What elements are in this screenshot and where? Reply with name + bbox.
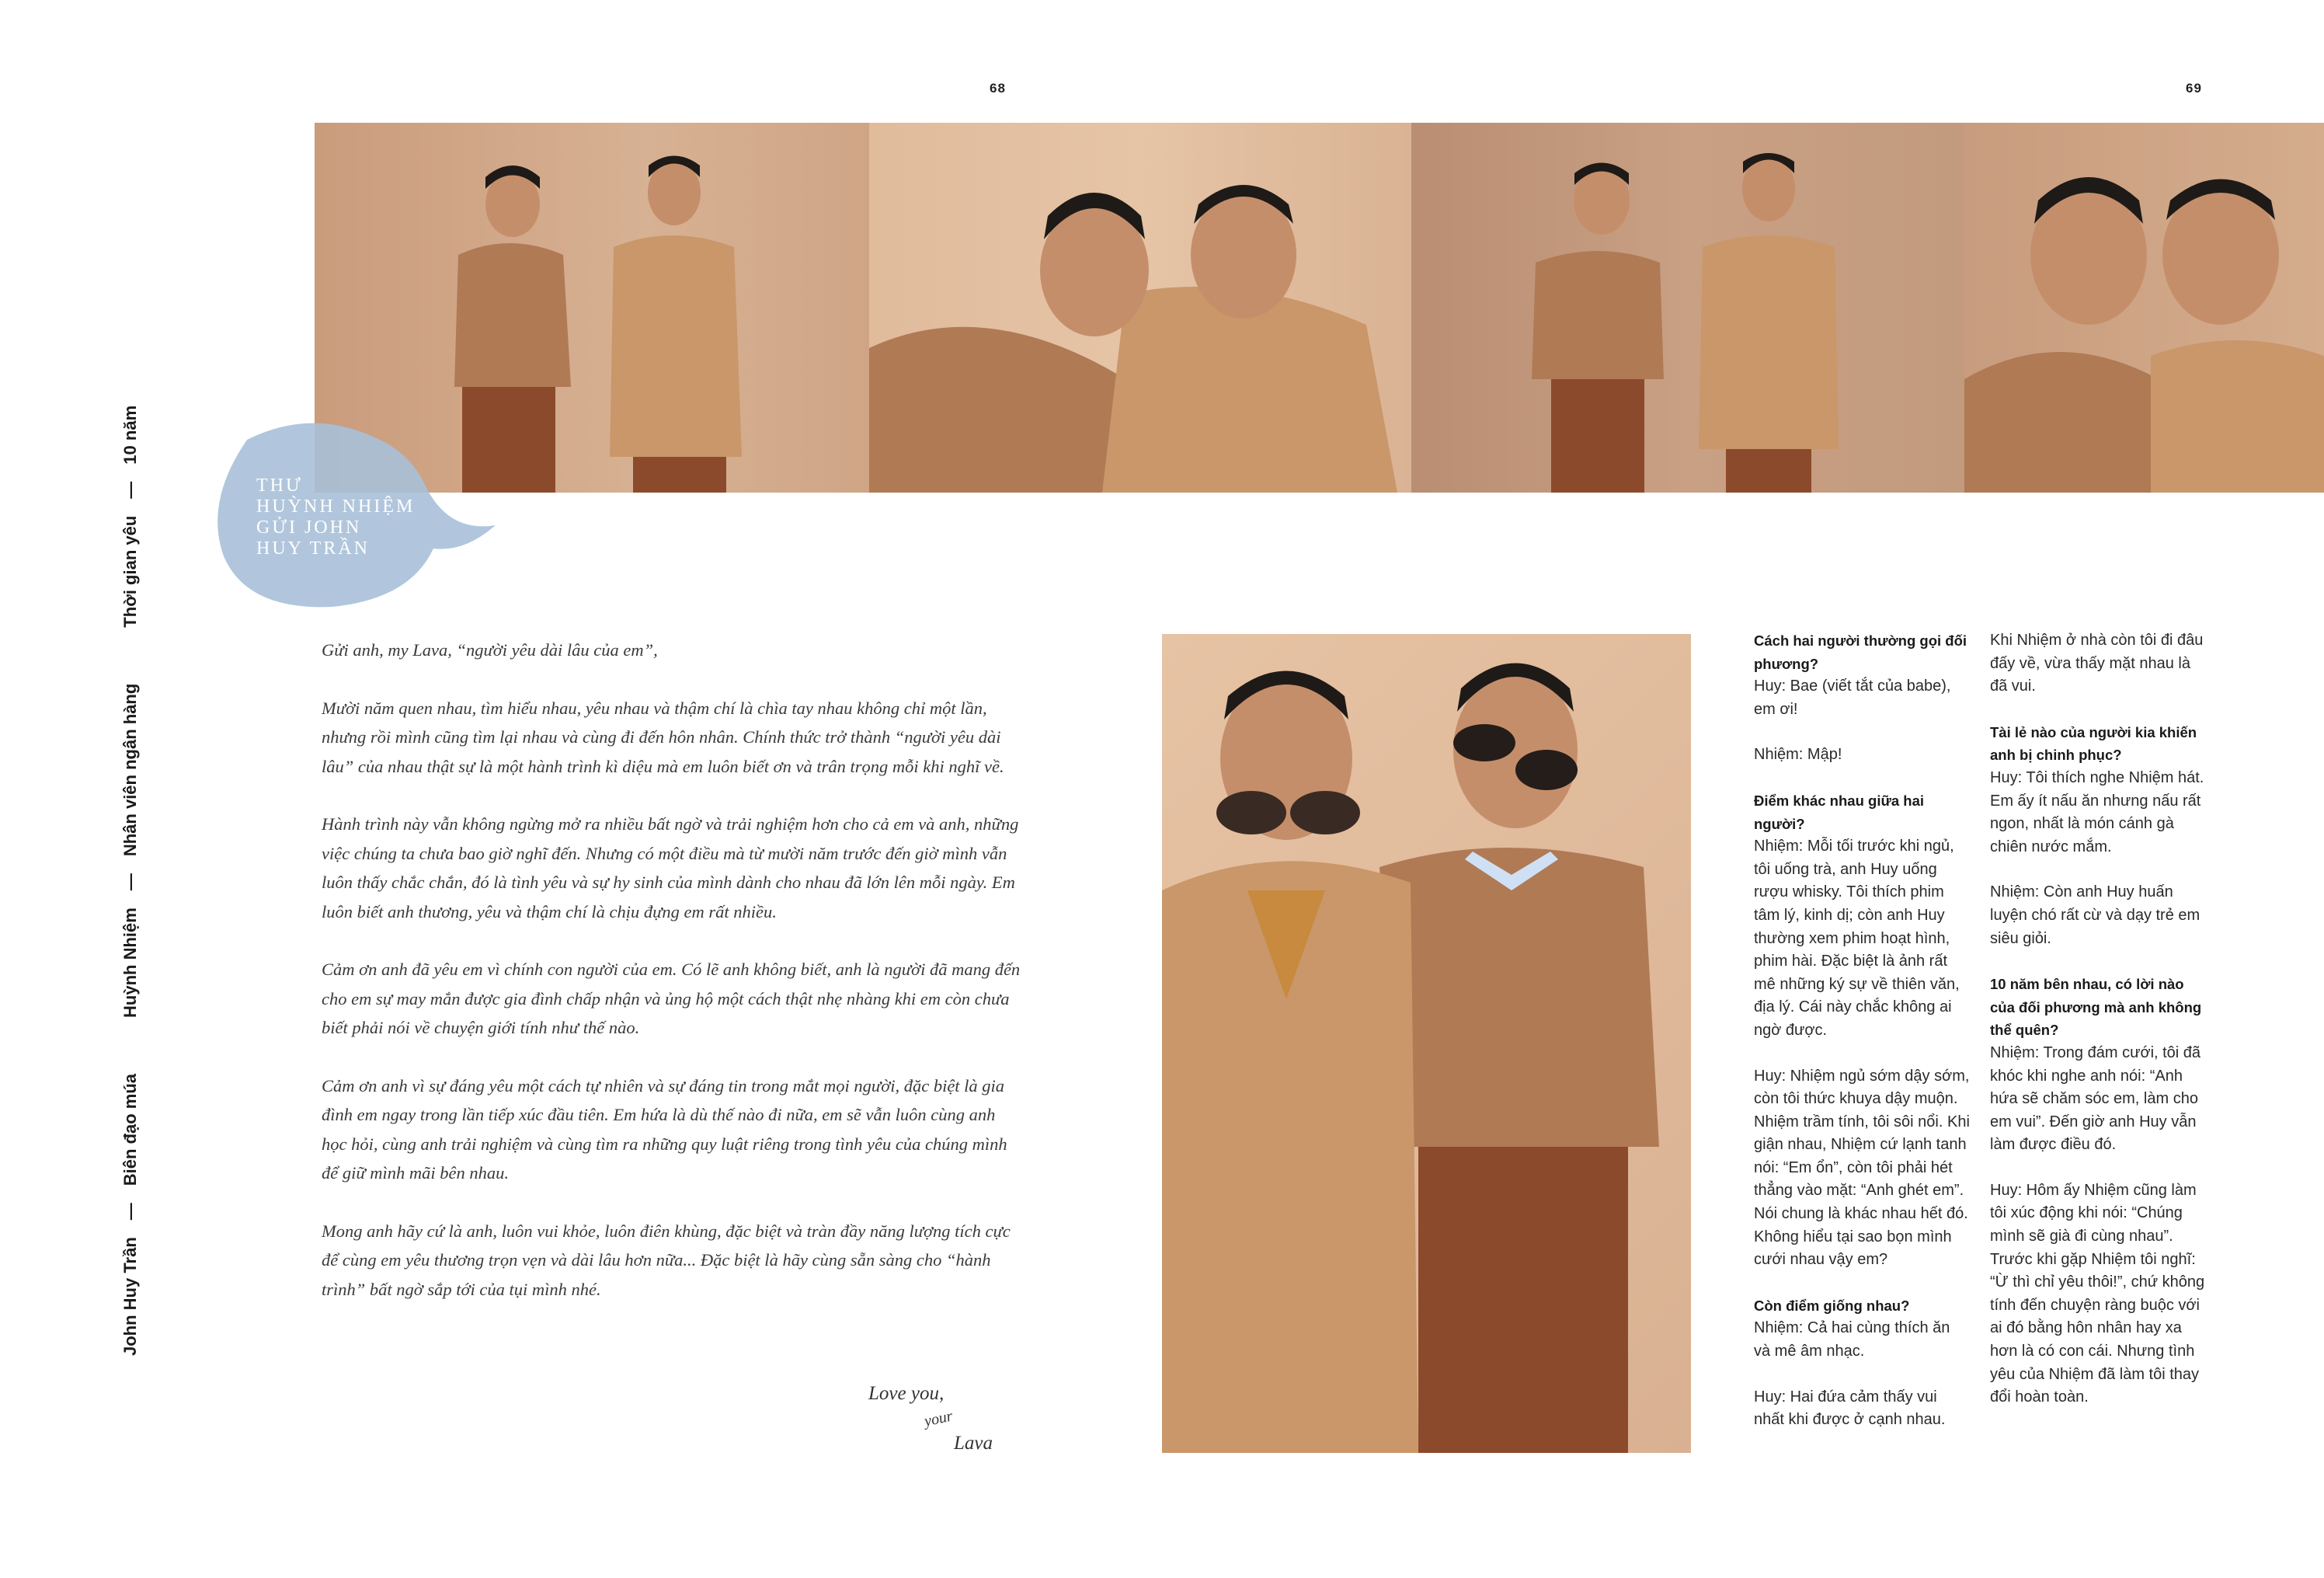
- spine-dash: —: [120, 481, 140, 499]
- title-line: HUY TRẦN: [256, 538, 371, 559]
- qa-block: [1754, 1386, 1970, 1432]
- answer: Khi Nhiệm ở nhà còn tôi đi đâu đấy về, vừa thấy mặt nhau là đã vui.: [1990, 632, 2204, 695]
- qa-block: [1754, 789, 1970, 1043]
- question: 10 năm bên nhau, có lời nào của đối phương mà anh không thể quên?: [1990, 976, 2202, 1039]
- qa-block: [1754, 1294, 1970, 1364]
- spine-love-label: Thời gian yêu: [120, 515, 140, 628]
- letter-paragraph: Mười năm quen nhau, tìm hiểu nhau, yêu nhau và thậm chí là chìa tay nhau không chỉ một lần, nhưng rồi mình cũng tìm lại nhau và cùng đi đến hôn nhân. Chính thức trở thành “người yêu dài lâu” của nhau thật sự là một hành trình kì diệu mà em luôn biết ơn và trân trọng mỗi khi nghĩ về.: [322, 698, 1004, 776]
- question: Tài lẻ nào của người kia khiến anh bị chinh phục?: [1990, 723, 2197, 764]
- qa-block: [1990, 721, 2206, 859]
- spine-dash: —: [120, 873, 140, 891]
- signoff-love: Love you,: [868, 1383, 945, 1404]
- qa-block: [1990, 881, 2206, 950]
- photo-couple-shrugging: [1411, 123, 1964, 493]
- answer: Huy: Nhiệm ngủ sớm dậy sớm, còn tôi thức khuya dậy muộn. Nhiệm trầm tính, tôi sôi nổi. Khi giận nhau, Nhiệm cứ lạnh tanh nói: “Em ổn”, còn tôi phải hét thẳng vào mặt: “Anh ghét em”. Nói chung là khác nhau hết đó. Không hiểu tại sao bọn mình cưới nhau vậy em?: [1754, 1067, 1970, 1269]
- letter-paragraph: Hành trình này vẫn không ngừng mở ra nhiều bất ngờ và trải nghiệm hơn cho cả em và anh, những việc chúng ta chưa bao giờ nghĩ đến. Nhưng có một điều mà từ mười năm trước đến giờ mình vẫn luôn thấy chắc chắn, đó là tình yêu và sự hy sinh của mình dành cho nhau đã lớn lên mỗi ngày. Em luôn biết anh thương, yêu và thậm chí là chịu đựng em rất nhiều.: [322, 814, 1019, 921]
- spine-caption: [117, 405, 144, 1356]
- answer: Huy: Bae (viết tắt của babe), em ơi!: [1754, 678, 1951, 718]
- qa-block: [1754, 744, 1970, 767]
- answer: Huy: Tôi thích nghe Nhiệm hát. Em ấy ít nấu ăn nhưng nấu rất ngon, nhất là món cánh gà chiên nước mắm.: [1990, 768, 2204, 855]
- spine-name-huy: John Huy Trần: [120, 1237, 140, 1356]
- photo-couple-sunglasses: [1162, 634, 1691, 1453]
- letter-paragraph: Cảm ơn anh đã yêu em vì chính con người của em. Có lẽ anh không biết, anh là người đã mang đến cho em sự may mắn được gia đình chấp nhận và ủng hộ một cách thật nhẹ nhàng khi em còn chưa biết phải nói về chuyện giới tính như thế nào.: [322, 960, 1021, 1037]
- signoff-name: Lava: [954, 1433, 993, 1454]
- article-title: [256, 475, 435, 559]
- letter-body: [322, 636, 1021, 1332]
- answer: Nhiệm: Còn anh Huy huấn luyện chó rất cừ và dạy trẻ em siêu giỏi.: [1990, 883, 2200, 947]
- qa-block: [1990, 629, 2206, 698]
- spine-role-nhiem: Nhân viên ngân hàng: [120, 683, 140, 857]
- interview-column-2: [1990, 629, 2206, 1432]
- question: Điểm khác nhau giữa hai người?: [1754, 792, 1925, 832]
- qa-block: [1754, 1065, 1970, 1272]
- question: Cách hai người thường gọi đối phương?: [1754, 632, 1967, 672]
- answer: Nhiệm: Cả hai cùng thích ăn và mê âm nhạc.: [1754, 1319, 1950, 1360]
- qa-block: [1990, 973, 2206, 1157]
- letter-paragraph: Cảm ơn anh vì sự đáng yêu một cách tự nhiên và sự đáng tin trong mắt mọi người, đặc biệt là gia đình em ngay trong lần tiếp xúc đầu tiên. Em hứa là dù thế nào đi nữa, em sẽ vẫn luôn cùng anh học hỏi, cùng anh trải nghiệm và cùng tìm ra những quy luật riêng trong tình yêu của chúng mình để giữ mình mãi bên nhau.: [322, 1075, 1007, 1183]
- answer: Nhiệm: Mập!: [1754, 746, 1842, 764]
- qa-block: [1754, 629, 1970, 721]
- spine-love-years: 10 năm: [120, 405, 140, 465]
- answer: Huy: Hai đứa cảm thấy vui nhất khi được ở cạnh nhau.: [1754, 1388, 1946, 1429]
- answer: Nhiệm: Trong đám cưới, tôi đã khóc khi nghe anh nói: “Anh hứa sẽ chăm sóc em, làm cho em vui”. Đến giờ anh Huy vẫn làm được điều đó.: [1990, 1043, 2201, 1154]
- photo-couple-kiss: [1964, 123, 2324, 493]
- letter-paragraph: Mong anh hãy cứ là anh, luôn vui khỏe, luôn điên khùng, đặc biệt và tràn đầy năng lượng tích cực để cùng em yêu thương trọn vẹn và dài lâu hơn nữa... Đặc biệt là hãy cùng sẵn sàng cho “hành trình” bất ngờ sắp tới của tụi mình nhé.: [322, 1221, 1011, 1299]
- title-line: THƯ: [256, 475, 303, 496]
- answer: Nhiệm: Mỗi tối trước khi ngủ, tôi uống trà, anh Huy uống rượu whisky. Tôi thích phim tâm lý, kinh dị; còn anh Huy thường xem phim hoạt hình, phim hài. Đặc biệt là ảnh rất mê những ký sự về thiên văn, địa lý. Cái này chắc không ai ngờ được.: [1754, 838, 1960, 1039]
- question: Còn điểm giống nhau?: [1754, 1297, 1910, 1314]
- page-number-right: 69: [2186, 81, 2202, 96]
- spine-name-nhiem: Huỳnh Nhiệm: [120, 907, 140, 1018]
- interview-column-1: [1754, 629, 1970, 1454]
- signoff-your: your: [923, 1407, 955, 1430]
- title-line: GỬI JOHN: [256, 517, 362, 538]
- photo-couple-laughing: [869, 123, 1411, 493]
- letter-greeting: Gửi anh, my Lava, “người yêu dài lâu của em”,: [322, 640, 658, 660]
- spine-dash: —: [120, 1203, 140, 1221]
- qa-block: [1990, 1179, 2206, 1409]
- page-number-left: 68: [990, 81, 1006, 96]
- spine-role-huy: Biên đạo múa: [120, 1073, 140, 1186]
- answer: Huy: Hôm ấy Nhiệm cũng làm tôi xúc động khi nói: “Chúng mình sẽ già đi cùng nhau”. Trước khi gặp Nhiệm tôi nghĩ: “Ừ thì chỉ yêu thôi!”, chứ không tính đến chuyện ràng buộc với ai đó bằng hôn nhân hay xa hơn là có con cái. Nhưng tình yêu của Nhiệm đã làm tôi thay đổi hoàn toàn.: [1990, 1181, 2205, 1406]
- title-line: HUỲNH NHIỆM: [256, 496, 416, 517]
